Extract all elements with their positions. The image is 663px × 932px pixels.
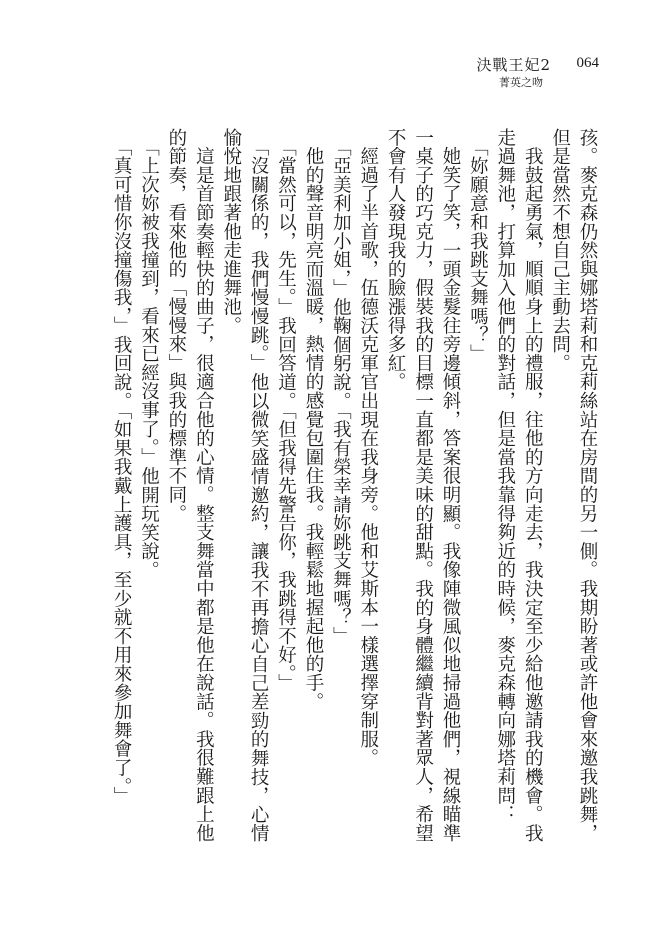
vertical-text-body [61,128,601,848]
paragraph: 「沒關係的，我們慢慢跳。」他以微笑盛情邀約，讓我不再擔心自己差勁的舞技，心情愉悅地跟著他走進舞池。 [220,128,270,843]
paragraph: 「上次妳被我撞到，看來已經沒事了。」他開玩笑說。 [138,128,160,580]
paragraph: 他的聲音明亮而溫暖，熱情的感覺包圍住我。我輕鬆地握起他的手。 [302,128,324,711]
paragraph: 這是首節奏輕快的曲子，很適合他的心情。整支舞當中都是他在說話。我很難跟上他的節奏，看來他的「慢慢來」與我的標準不同。 [165,128,215,843]
paragraph: 她笑了笑，一頭金髮往旁邊傾斜，答案很明顯。我像陣微風似地掃過他們，視線瞄準一桌子的巧克力，假裝我的目標一直都是美味的甜點。我的身體繼續背對著眾人，希望不會有人發現我的臉漲得多紅。 [385,128,461,843]
page-number: 064 [576,55,599,71]
book-title: 決戰王妃2 [476,56,551,74]
paragraph: 我鼓起勇氣，順順身上的禮服，往他的方向走去，我決定至少給他邀請我的機會。我走過舞池，打算加入他們的對話，但是當我靠得夠近的時候，麥克森轉向娜塔莉問： [494,128,544,843]
paragraph: 孩。麥克森仍然與娜塔莉和克莉絲站在房間的另一側。我期盼著或許他會來邀我跳舞，但是當然不想自己主動去問。 [549,128,598,843]
paragraph: 「亞美利加小姐，」他鞠個躬說。「我有榮幸請妳跳支舞嗎？」 [330,128,352,646]
paragraph: 經過了半首歌，伍德沃克軍官出現在我身旁。他和艾斯本一樣選擇穿制服。 [357,128,379,768]
paragraph: 「當然可以，先生。」我回答道。「但我得先警告你，我跳得不好。」 [275,128,297,693]
paragraph: 「妳願意和我跳支舞嗎？」 [467,128,489,364]
paragraph: 「真可惜你沒撞傷我，」我回說。「如果我戴上護具，至少就不用來參加舞會了。」 [111,128,133,806]
page-header [459,54,599,94]
book-subtitle: 菁英之吻 [499,76,543,89]
